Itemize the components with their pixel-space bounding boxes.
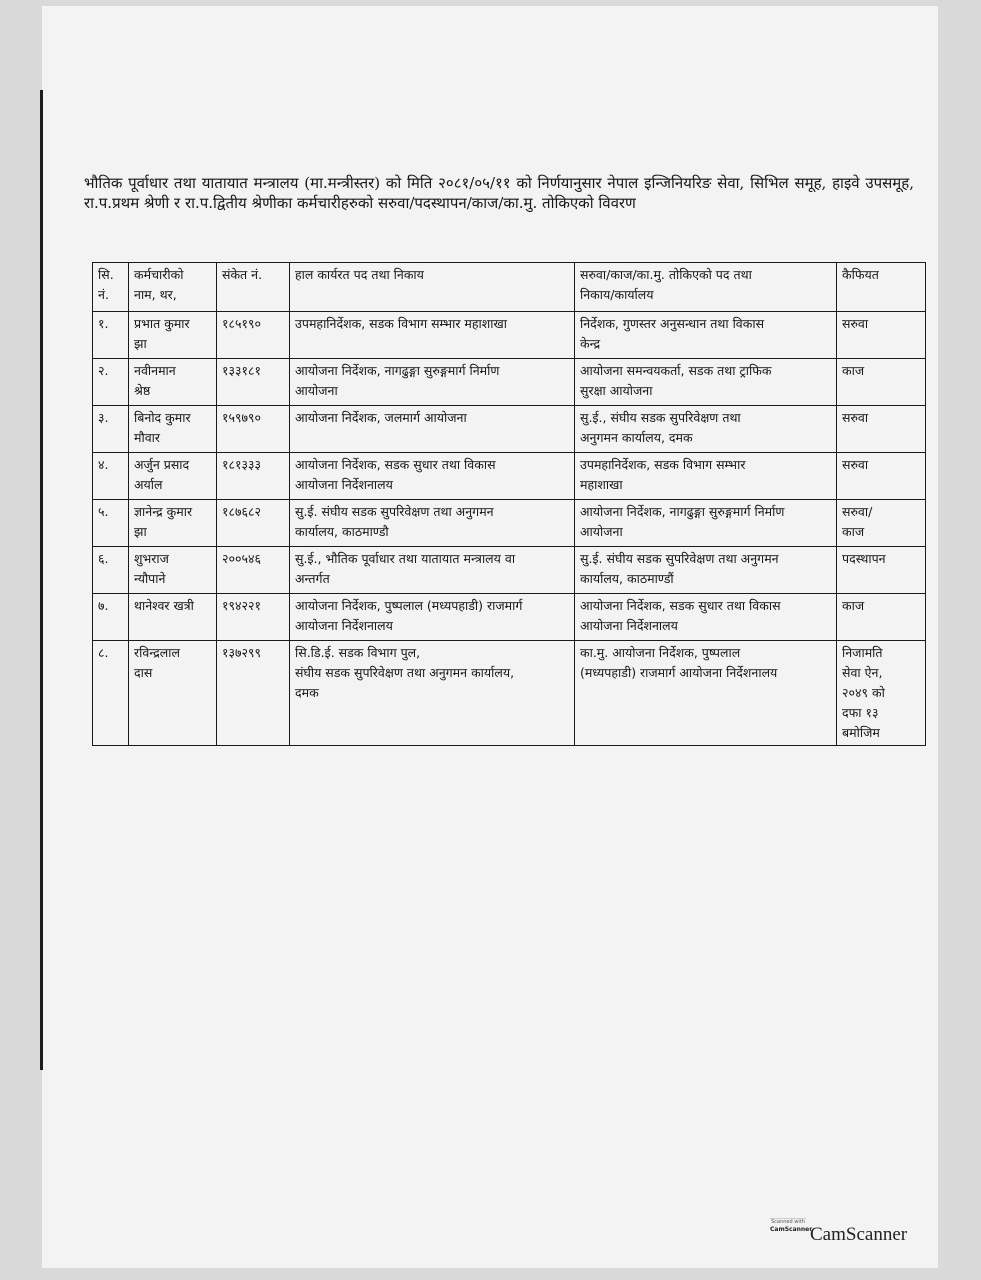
cell-code: २००५४६ xyxy=(217,547,290,594)
cell-new-post: का.मु. आयोजना निर्देशक, पुष्पलाल (मध्यपहाडी) राजमार्ग आयोजना निर्देशनालय xyxy=(575,641,837,746)
cell-serial: ५. xyxy=(93,500,129,547)
cell-name: रविन्द्रलाल दास xyxy=(129,641,217,746)
header-new-post: सरुवा/काज/का.मु. तोकिएको पद तथा निकाय/कार्यालय xyxy=(575,263,837,312)
cell-name: ज्ञानेन्द्र कुमार झा xyxy=(129,500,217,547)
cell-new-post: आयोजना निर्देशक, सडक सुधार तथा विकास आयोजना निर्देशनालय xyxy=(575,594,837,641)
cell-name: थानेश्वर खत्री xyxy=(129,594,217,641)
camscanner-logo-icon xyxy=(770,1218,813,1251)
cell-remarks: सरुवा xyxy=(837,453,926,500)
cell-current-post: आयोजना निर्देशक, सडक सुधार तथा विकास आयोजना निर्देशनालय xyxy=(290,453,575,500)
table-row xyxy=(93,500,926,547)
cell-code: १८५१९० xyxy=(217,312,290,359)
table-row xyxy=(93,359,926,406)
cell-name: अर्जुन प्रसाद अर्याल xyxy=(129,453,217,500)
cell-name: बिनोद कुमार मौवार xyxy=(129,406,217,453)
cell-remarks: सरुवा xyxy=(837,406,926,453)
cell-current-post: सि.डि.ई. सडक विभाग पुल, संघीय सडक सुपरिवेक्षण तथा अनुगमन कार्यालय, दमक xyxy=(290,641,575,746)
cell-name: शुभराज न्यौपाने xyxy=(129,547,217,594)
cell-serial: ७. xyxy=(93,594,129,641)
cell-code: १९४२२१ xyxy=(217,594,290,641)
table-row xyxy=(93,453,926,500)
cell-code: १८१३३३ xyxy=(217,453,290,500)
table-row xyxy=(93,594,926,641)
cell-new-post: सु.ई. संघीय सडक सुपरिवेक्षण तथा अनुगमन कार्यालय, काठमाण्डौं xyxy=(575,547,837,594)
table-header-row xyxy=(93,263,926,312)
cell-new-post: निर्देशक, गुणस्तर अनुसन्धान तथा विकास केन्द्र xyxy=(575,312,837,359)
camscanner-brand-text: CamScanner xyxy=(810,1223,908,1245)
cell-new-post: आयोजना निर्देशक, नागढुङ्गा सुरुङ्गमार्ग निर्माण आयोजना xyxy=(575,500,837,547)
intro-paragraph: भौतिक पूर्वाधार तथा यातायात मन्त्रालय (मा.मन्त्रीस्तर) को मिति २०८१/०५/११ को निर्णयानुसार नेपाल इन्जिनियरिङ सेवा, सिभिल समूह, हाइवे उपसमूह, रा.प.प्रथम श्रेणी र रा.प.द्वितीय श्रेणीका कर्मचारीहरुको सरुवा/पदस्थापन/काज/का.मु. तोकिएको विवरण xyxy=(84,174,914,212)
cell-new-post: सु.ई., संघीय सडक सुपरिवेक्षण तथा अनुगमन कार्यालय, दमक xyxy=(575,406,837,453)
cell-remarks: काज xyxy=(837,359,926,406)
cell-remarks: काज xyxy=(837,594,926,641)
cell-code: १३३१८१ xyxy=(217,359,290,406)
cell-serial: ३. xyxy=(93,406,129,453)
cell-code: १८७६८२ xyxy=(217,500,290,547)
cell-remarks: निजामति सेवा ऐन, २०४९ को दफा १३ बमोजिम xyxy=(837,641,926,746)
cell-name: नवीनमान श्रेष्ठ xyxy=(129,359,217,406)
cell-code: १३७२९९ xyxy=(217,641,290,746)
cell-serial: ६. xyxy=(93,547,129,594)
cell-code: १५९७९० xyxy=(217,406,290,453)
header-code-number: संकेत नं. xyxy=(217,263,290,312)
cell-remarks: सरुवा/ काज xyxy=(837,500,926,547)
table-row xyxy=(93,641,926,746)
header-remarks: कैफियत xyxy=(837,263,926,312)
cell-serial: ४. xyxy=(93,453,129,500)
cell-current-post: आयोजना निर्देशक, नागढुङ्गा सुरुङ्गमार्ग निर्माण आयोजना xyxy=(290,359,575,406)
cell-current-post: सु.ई. संघीय सडक सुपरिवेक्षण तथा अनुगमन कार्यालय, काठमाण्डौ xyxy=(290,500,575,547)
cell-remarks: सरुवा xyxy=(837,312,926,359)
header-employee-name: कर्मचारीको नाम, थर, xyxy=(129,263,217,312)
logo-name: CamScanner xyxy=(770,1226,813,1233)
cell-serial: १. xyxy=(93,312,129,359)
cell-current-post: आयोजना निर्देशक, पुष्पलाल (मध्यपहाडी) राजमार्ग आयोजना निर्देशनालय xyxy=(290,594,575,641)
cell-new-post: उपमहानिर्देशक, सडक विभाग सम्भार महाशाखा xyxy=(575,453,837,500)
cell-current-post: सु.ई., भौतिक पूर्वाधार तथा यातायात मन्त्रालय वा अन्तर्गत xyxy=(290,547,575,594)
camscanner-watermark xyxy=(770,1218,907,1251)
cell-current-post: उपमहानिर्देशक, सडक विभाग सम्भार महाशाखा xyxy=(290,312,575,359)
cell-serial: २. xyxy=(93,359,129,406)
logo-caption: Scanned with xyxy=(771,1219,805,1225)
transfer-table xyxy=(92,262,926,746)
header-current-post: हाल कार्यरत पद तथा निकाय xyxy=(290,263,575,312)
cell-serial: ८. xyxy=(93,641,129,746)
header-serial: सि. नं. xyxy=(93,263,129,312)
cell-current-post: आयोजना निर्देशक, जलमार्ग आयोजना xyxy=(290,406,575,453)
table-row xyxy=(93,547,926,594)
scan-shadow-edge xyxy=(40,90,43,1070)
table-row xyxy=(93,406,926,453)
cell-remarks: पदस्थापन xyxy=(837,547,926,594)
table-row xyxy=(93,312,926,359)
cell-new-post: आयोजना समन्वयकर्ता, सडक तथा ट्राफिक सुरक्षा आयोजना xyxy=(575,359,837,406)
cell-name: प्रभात कुमार झा xyxy=(129,312,217,359)
